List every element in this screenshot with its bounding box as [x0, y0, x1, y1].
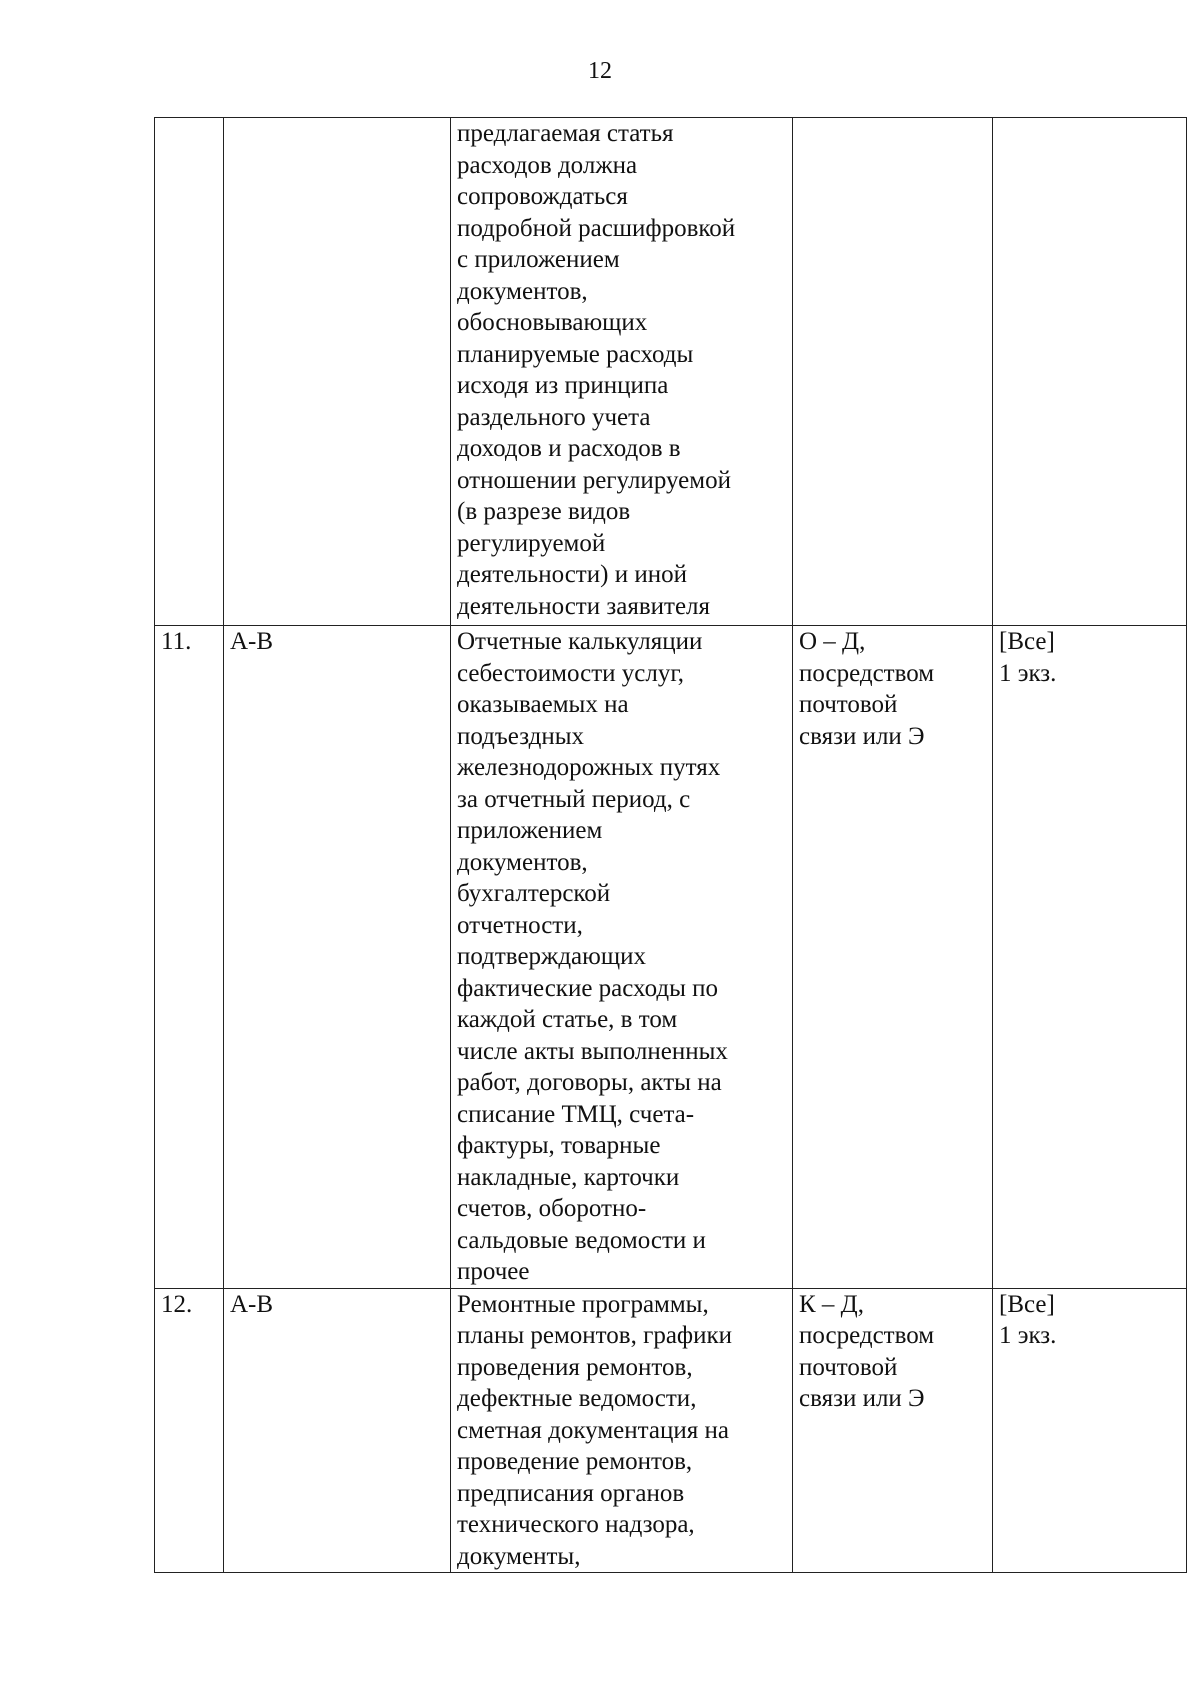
description-line: исходя из принципа — [457, 372, 669, 399]
row-copies-cell — [993, 626, 1187, 1289]
description-line: списание ТМЦ, счета- — [457, 1100, 695, 1128]
description-line: работ, договоры, акты на — [457, 1069, 722, 1096]
description-line: сметная документация на — [457, 1416, 729, 1444]
description-line: регулируемой — [457, 529, 606, 557]
description-line: сальдовые ведомости и — [457, 1226, 706, 1254]
description-line: отношении регулируемой — [457, 466, 731, 494]
row-copies-cell — [993, 1288, 1187, 1573]
description-line: сопровождаться — [457, 183, 628, 210]
method-line: связи или Э — [799, 1385, 925, 1412]
row-method-cell — [793, 1288, 993, 1573]
description-line: планируемые расходы — [457, 340, 694, 368]
table-row — [155, 118, 1187, 626]
description-line: Ремонтные программы, — [457, 1290, 709, 1318]
description-line: проведения ремонтов, — [457, 1353, 693, 1381]
copies-line: 1 экз. — [999, 1322, 1057, 1349]
row-method-cell — [793, 626, 993, 1289]
description-line: предлагаемая статья — [457, 120, 674, 147]
row-number-cell: 12. — [155, 1288, 224, 1573]
row-code-cell — [224, 118, 451, 626]
copies-line: [Все] — [999, 1290, 1055, 1318]
description-line: документы, — [457, 1542, 581, 1570]
row-method-cell — [793, 118, 993, 626]
description-line: за отчетный период, с — [457, 785, 691, 813]
description-line: (в разрезе видов — [457, 498, 631, 525]
row-number-cell — [155, 118, 224, 626]
description-line: числе акты выполненных — [457, 1037, 728, 1065]
row-code-cell: А-В — [224, 1288, 451, 1573]
description-line: себестоимости услуг, — [457, 659, 685, 687]
description-line: планы ремонтов, графики — [457, 1322, 733, 1349]
row-description-cell — [451, 1288, 793, 1573]
description-line: расходов должна — [457, 151, 638, 179]
method-line: почтовой — [799, 691, 898, 718]
row-description-cell — [451, 626, 793, 1289]
page-number: 12 — [588, 58, 612, 84]
method-line: связи или Э — [799, 722, 925, 750]
description-line: документов, — [457, 277, 588, 305]
description-line: прочее — [457, 1258, 530, 1285]
description-line: подробной расшифровкой — [457, 214, 736, 242]
description-line: фактические расходы по — [457, 974, 719, 1002]
description-line: накладные, карточки — [457, 1163, 680, 1191]
method-line: посредством — [799, 1322, 935, 1349]
description-line: деятельности заявителя — [457, 592, 711, 620]
document-table — [154, 117, 1187, 1573]
copies-line: 1 экз. — [999, 659, 1057, 687]
row-number-cell: 11. — [155, 626, 224, 1289]
table-row — [155, 626, 1187, 1289]
row-description-cell — [451, 118, 793, 626]
description-line: предписания органов — [457, 1479, 685, 1507]
description-line: фактуры, товарные — [457, 1132, 661, 1159]
method-line: посредством — [799, 659, 935, 687]
description-line: бухгалтерской — [457, 880, 611, 907]
description-line: проведение ремонтов, — [457, 1448, 693, 1475]
description-line: счетов, оборотно- — [457, 1195, 647, 1222]
method-line: почтовой — [799, 1353, 898, 1381]
description-line: с приложением — [457, 246, 620, 273]
method-line: К – Д, — [799, 1290, 864, 1318]
row-code-cell: А-В — [224, 626, 451, 1289]
description-line: дефектные ведомости, — [457, 1385, 697, 1412]
description-line: Отчетные калькуляции — [457, 628, 703, 655]
row-copies-cell — [993, 118, 1187, 626]
description-line: оказываемых на — [457, 691, 629, 718]
description-line: раздельного учета — [457, 403, 651, 431]
description-line: железнодорожных путях — [457, 754, 721, 781]
description-line: обосновывающих — [457, 309, 648, 336]
table-row — [155, 1288, 1187, 1573]
description-line: технического надзора, — [457, 1511, 695, 1538]
description-line: доходов и расходов в — [457, 435, 681, 462]
description-line: документов, — [457, 848, 588, 876]
description-line: деятельности) и иной — [457, 561, 687, 588]
copies-line: [Все] — [999, 628, 1055, 655]
method-line: О – Д, — [799, 628, 866, 655]
description-line: каждой статье, в том — [457, 1006, 678, 1033]
description-line: приложением — [457, 817, 603, 844]
description-line: отчетности, — [457, 911, 583, 939]
description-line: подъездных — [457, 722, 585, 750]
description-line: подтверждающих — [457, 943, 646, 970]
